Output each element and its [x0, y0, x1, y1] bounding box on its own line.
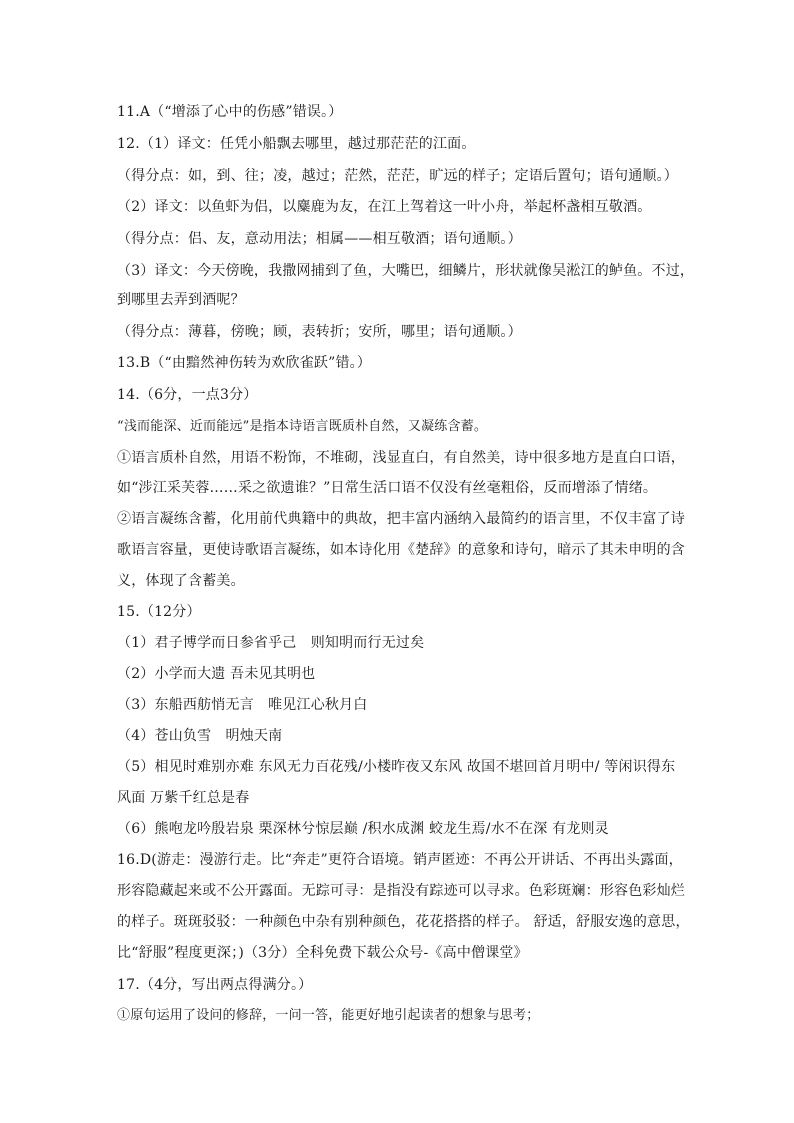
- answer-15-1: （1）君子博学而日参省乎己 则知明而行无过矣: [117, 635, 425, 651]
- answer-12-3-cont: 到哪里去弄到酒呢？: [117, 292, 245, 308]
- answer-17-point-1: ①原句运用了设问的修辞，一问一答，能更好地引起读者的想象与思考；: [117, 1008, 540, 1023]
- answer-16: 16.D(游走：漫游行走。比“奔走”更符合语境。销声匿迹：不再公开讲话、不再出头露面，: [117, 852, 683, 868]
- scoring-points-12-3: （得分点：薄暮，傍晚；顾，表转折；安所，哪里；语句通顺。）: [117, 324, 522, 340]
- answer-12-1: 12.（1）译文：任凭小船飘去哪里，越过那茫茫的江面。: [117, 136, 476, 152]
- answer-15-3: （3）东船西舫悄无言 唯见江心秋月白: [117, 697, 368, 713]
- answer-14-point-1-cont: 如“涉江采芙蓉……采之欲遗谁？”日常生活口语不仅没有丝毫粗俗，反而增添了情绪。: [117, 480, 658, 496]
- answer-16-cont-2: 的样子。斑斑驳驳：一种颜色中杂有别种颜色，花花搭搭的样子。 舒适，舒服安逸的意思，: [117, 914, 690, 930]
- answer-14-intro: “浅而能深、近而能远”是指本诗语言既质朴自然，又凝练含蓄。: [117, 419, 488, 434]
- answer-14-point-1: ①语言质朴自然，用语不粉饰，不堆砌，浅显直白，有自然美，诗中很多地方是直白口语，: [117, 450, 685, 466]
- answer-11: 11.A（“增添了心中的伤感”错误。）: [117, 104, 343, 120]
- answer-15-header: 15.（12分）: [117, 604, 201, 620]
- answer-14-point-2-end: 义，体现了含蓄美。: [117, 573, 245, 589]
- answer-13: 13.B（“由黯然神伤转为欢欣雀跃”错。）: [117, 355, 372, 371]
- answer-16-cont-3: 比“舒服”程度更深；)（3分）全科免费下载公众号-《高中僧课堂》: [117, 945, 528, 961]
- answer-12-2: （2）译文：以鱼虾为侣，以麋鹿为友，在江上驾着这一叶小舟，举起杯盏相互敬酒。: [117, 199, 652, 215]
- scoring-points-12-2: （得分点：侣、友，意动用法；相属——相互敬酒；语句通顺。）: [117, 231, 522, 247]
- answer-14-point-2: ②语言凝练含蓄，化用前代典籍中的典故，把丰富内涵纳入最简约的语言里，不仅丰富了诗: [117, 511, 685, 527]
- answer-17-header: 17.（4分，写出两点得满分。）: [117, 977, 313, 993]
- answer-16-cont-1: 形容隐藏起来或不公开露面。无踪可寻：是指没有踪迹可以寻求。色彩斑斓：形容色彩灿烂: [117, 883, 685, 899]
- answer-12-3: （3）译文：今天傍晚，我撒网捕到了鱼，大嘴巴，细鳞片，形状就像吴淞江的鲈鱼。不过，: [117, 263, 695, 279]
- answer-15-4: （4）苍山负雪 明烛天南: [117, 728, 283, 744]
- answer-14-header: 14.（6分，一点3分）: [117, 387, 258, 403]
- answer-15-5-cont: 风面 万紫千红总是春: [117, 790, 250, 806]
- answer-15-5: （5）相见时难别亦难 东风无力百花残/小楼昨夜又东风 故国不堪回首月明中/ 等闲识得东: [117, 759, 676, 775]
- answer-15-6: （6）熊咆龙吟殷岩泉 栗深林兮惊层巅 /积水成渊 蛟龙生焉/水不在深 有龙则灵: [117, 821, 609, 837]
- scoring-points-12-1: （得分点：如，到、往；凌，越过；茫然，茫茫，旷远的样子；定语后置句；语句通顺。）: [117, 168, 678, 184]
- answer-15-2: （2）小学而大遗 吾未见其明也: [117, 666, 316, 682]
- answer-14-point-2-cont: 歌语言容量，更使诗歌语言凝练，如本诗化用《楚辞》的意象和诗句，暗示了其未申明的含: [117, 542, 685, 558]
